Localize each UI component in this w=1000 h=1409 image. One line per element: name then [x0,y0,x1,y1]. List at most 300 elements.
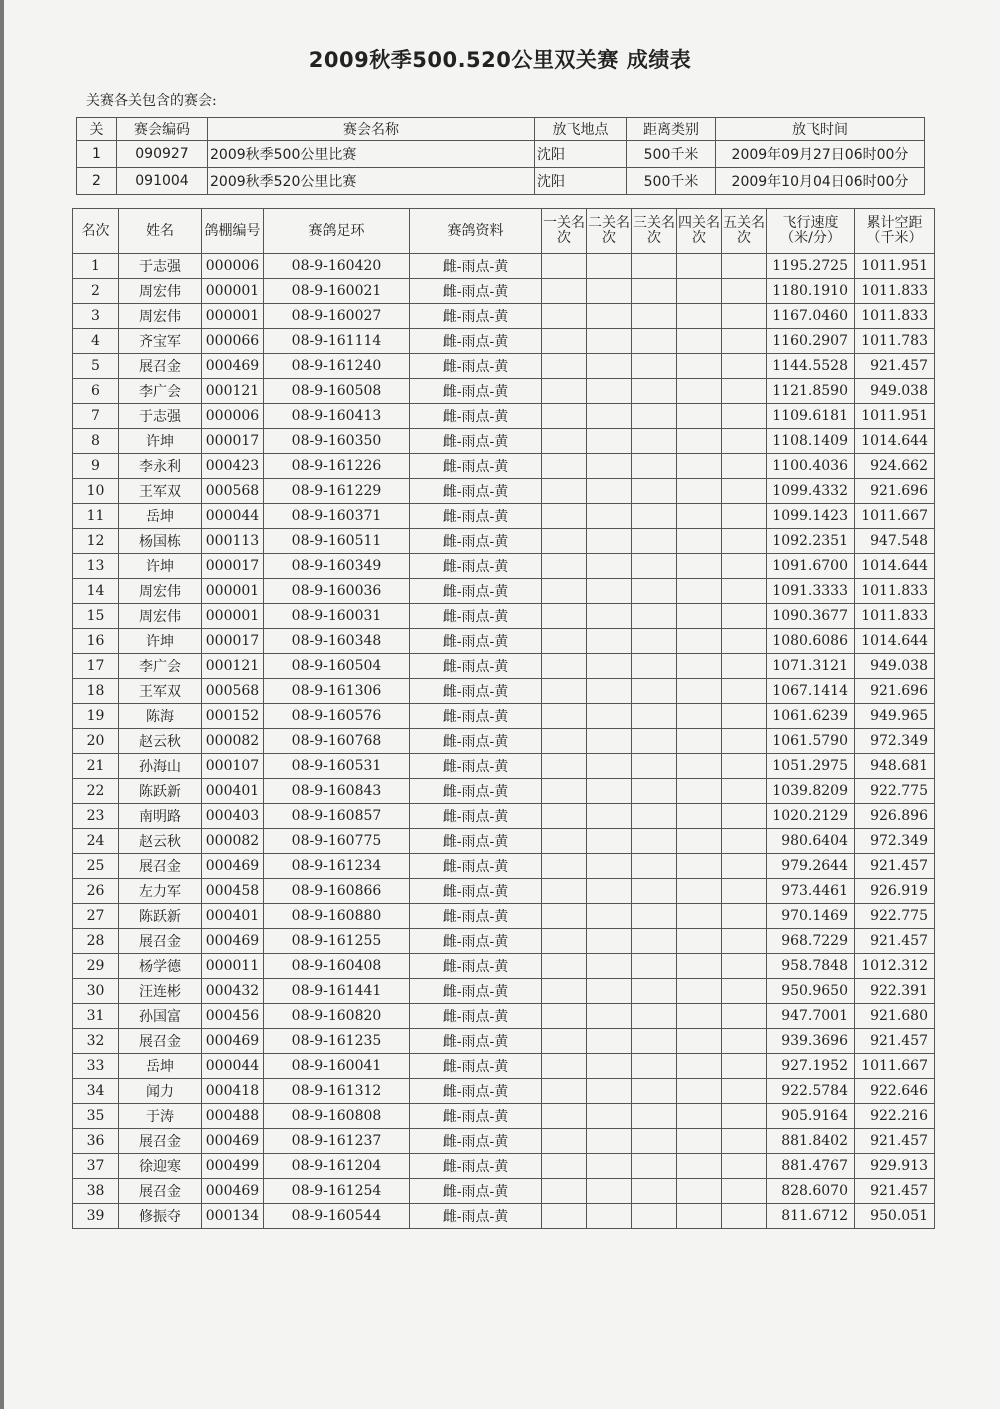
loft-id-cell: 000121 [202,654,264,679]
name-cell: 许坤 [119,429,202,454]
race-cell: 1 [77,141,117,168]
race-cell: 2 [77,168,117,195]
table-row [73,1029,935,1054]
distance-cell: 926.896 [855,804,935,829]
stage3-rank-cell [632,604,677,629]
loft-id-cell: 000488 [202,1104,264,1129]
name-cell: 齐宝军 [119,329,202,354]
stage4-rank-cell [677,579,722,604]
name-cell: 王军双 [119,679,202,704]
race-cell: 090927 [117,141,208,168]
table-row [73,954,935,979]
name-cell: 左力军 [119,879,202,904]
ring-cell: 08-9-160511 [264,529,410,554]
stage5-rank-cell [722,929,767,954]
stage2-rank-cell [587,329,632,354]
loft-id-cell: 000006 [202,254,264,279]
distance-cell: 921.696 [855,679,935,704]
stage3-rank-cell [632,929,677,954]
ring-cell: 08-9-160866 [264,879,410,904]
table-row [73,679,935,704]
stage3-rank-cell [632,729,677,754]
stage5-rank-cell [722,629,767,654]
rank-cell: 13 [73,554,119,579]
loft-id-cell: 000134 [202,1204,264,1229]
pigeon-info-cell: 雌-雨点-黄 [410,1204,542,1229]
stage3-rank-cell [632,1179,677,1204]
ring-cell: 08-9-160413 [264,404,410,429]
pigeon-info-cell: 雌-雨点-黄 [410,379,542,404]
stage4-rank-cell [677,479,722,504]
name-cell: 周宏伟 [119,579,202,604]
pigeon-info-cell: 雌-雨点-黄 [410,929,542,954]
rank-cell: 26 [73,879,119,904]
stage2-rank-cell [587,529,632,554]
distance-cell: 922.775 [855,779,935,804]
stage4-rank-cell [677,254,722,279]
pigeon-info-cell: 雌-雨点-黄 [410,679,542,704]
ring-cell: 08-9-161306 [264,679,410,704]
results-header-cell: 累计空距（千米） [855,209,935,254]
rank-cell: 39 [73,1204,119,1229]
name-cell: 周宏伟 [119,604,202,629]
stage1-rank-cell [542,879,587,904]
stage4-rank-cell [677,379,722,404]
loft-id-cell: 000401 [202,904,264,929]
stage2-rank-cell [587,279,632,304]
race-cell: 2009秋季520公里比赛 [208,168,535,195]
stage5-rank-cell [722,479,767,504]
rank-cell: 32 [73,1029,119,1054]
stage3-rank-cell [632,1204,677,1229]
distance-cell: 921.457 [855,1129,935,1154]
speed-cell: 958.7848 [767,954,855,979]
stage1-rank-cell [542,1054,587,1079]
table-row [73,1154,935,1179]
pigeon-info-cell: 雌-雨点-黄 [410,629,542,654]
ring-cell: 08-9-160843 [264,779,410,804]
stage4-rank-cell [677,954,722,979]
page-title: 2009秋季500.520公里双关赛 成绩表 [308,48,692,72]
distance-cell: 921.457 [855,854,935,879]
distance-cell: 922.775 [855,904,935,929]
rank-cell: 2 [73,279,119,304]
race-info-table [76,117,925,195]
name-cell: 许坤 [119,554,202,579]
stage1-rank-cell [542,354,587,379]
ring-cell: 08-9-160808 [264,1104,410,1129]
stage3-rank-cell [632,1054,677,1079]
rank-cell: 23 [73,804,119,829]
table-row [73,1204,935,1229]
loft-id-cell: 000469 [202,854,264,879]
speed-cell: 1100.4036 [767,454,855,479]
pigeon-info-cell: 雌-雨点-黄 [410,904,542,929]
loft-id-cell: 000082 [202,729,264,754]
stage5-rank-cell [722,354,767,379]
pigeon-info-cell: 雌-雨点-黄 [410,579,542,604]
name-cell: 展召金 [119,854,202,879]
speed-cell: 947.7001 [767,1004,855,1029]
rank-cell: 19 [73,704,119,729]
name-cell: 徐迎寒 [119,1154,202,1179]
pigeon-info-cell: 雌-雨点-黄 [410,304,542,329]
stage5-rank-cell [722,1129,767,1154]
table-row [73,579,935,604]
pigeon-info-cell: 雌-雨点-黄 [410,1179,542,1204]
stage4-rank-cell [677,529,722,554]
speed-cell: 1108.1409 [767,429,855,454]
stage5-rank-cell [722,779,767,804]
distance-cell: 1011.833 [855,304,935,329]
stage5-rank-cell [722,579,767,604]
loft-id-cell: 000082 [202,829,264,854]
race-list-caption: 关赛各关包含的赛会: [86,93,217,109]
stage4-rank-cell [677,754,722,779]
name-cell: 汪连彬 [119,979,202,1004]
speed-cell: 828.6070 [767,1179,855,1204]
table-row [73,1004,935,1029]
stage4-rank-cell [677,1129,722,1154]
name-cell: 许坤 [119,629,202,654]
stage2-rank-cell [587,829,632,854]
speed-cell: 1091.6700 [767,554,855,579]
race-cell: 500千米 [627,168,716,195]
stage1-rank-cell [542,329,587,354]
rank-cell: 1 [73,254,119,279]
speed-cell: 811.6712 [767,1204,855,1229]
distance-cell: 1011.783 [855,329,935,354]
table-row [73,1129,935,1154]
stage2-rank-cell [587,1054,632,1079]
speed-cell: 1121.8590 [767,379,855,404]
stage3-rank-cell [632,1104,677,1129]
stage5-rank-cell [722,804,767,829]
loft-id-cell: 000107 [202,754,264,779]
table-row [73,279,935,304]
stage5-rank-cell [722,1029,767,1054]
distance-cell: 972.349 [855,829,935,854]
results-header-cell: 赛鸽资料 [410,209,542,254]
stage5-rank-cell [722,704,767,729]
pigeon-info-cell: 雌-雨点-黄 [410,1004,542,1029]
stage5-rank-cell [722,754,767,779]
rank-cell: 6 [73,379,119,404]
stage1-rank-cell [542,779,587,804]
pigeon-info-cell: 雌-雨点-黄 [410,479,542,504]
stage3-rank-cell [632,579,677,604]
rank-cell: 7 [73,404,119,429]
loft-id-cell: 000456 [202,1004,264,1029]
stage1-rank-cell [542,1029,587,1054]
table-row [73,379,935,404]
loft-id-cell: 000432 [202,979,264,1004]
distance-cell: 950.051 [855,1204,935,1229]
loft-id-cell: 000458 [202,879,264,904]
name-cell: 周宏伟 [119,304,202,329]
pigeon-info-cell: 雌-雨点-黄 [410,254,542,279]
ring-cell: 08-9-160768 [264,729,410,754]
stage2-rank-cell [587,804,632,829]
pigeon-info-cell: 雌-雨点-黄 [410,404,542,429]
stage1-rank-cell [542,529,587,554]
speed-cell: 1109.6181 [767,404,855,429]
ring-cell: 08-9-160508 [264,379,410,404]
speed-cell: 970.1469 [767,904,855,929]
distance-cell: 1011.833 [855,279,935,304]
pigeon-info-cell: 雌-雨点-黄 [410,804,542,829]
name-cell: 展召金 [119,1029,202,1054]
stage3-rank-cell [632,954,677,979]
pigeon-info-cell: 雌-雨点-黄 [410,354,542,379]
distance-cell: 921.457 [855,354,935,379]
name-cell: 陈跃新 [119,904,202,929]
rank-cell: 22 [73,779,119,804]
stage4-rank-cell [677,629,722,654]
pigeon-info-cell: 雌-雨点-黄 [410,1154,542,1179]
rank-cell: 21 [73,754,119,779]
ring-cell: 08-9-161234 [264,854,410,879]
stage2-rank-cell [587,554,632,579]
stage5-rank-cell [722,1004,767,1029]
stage5-rank-cell [722,954,767,979]
loft-id-cell: 000469 [202,354,264,379]
loft-id-cell: 000017 [202,629,264,654]
table-row [73,329,935,354]
stage3-rank-cell [632,1154,677,1179]
stage3-rank-cell [632,254,677,279]
stage2-rank-cell [587,929,632,954]
speed-cell: 979.2644 [767,854,855,879]
stage2-rank-cell [587,704,632,729]
stage3-rank-cell [632,329,677,354]
table-row [73,354,935,379]
rank-cell: 16 [73,629,119,654]
rank-cell: 25 [73,854,119,879]
ring-cell: 08-9-161229 [264,479,410,504]
speed-cell: 1091.3333 [767,579,855,604]
pigeon-info-cell: 雌-雨点-黄 [410,829,542,854]
stage5-rank-cell [722,379,767,404]
table-row [73,1054,935,1079]
rank-cell: 14 [73,579,119,604]
name-cell: 王军双 [119,479,202,504]
name-cell: 展召金 [119,1129,202,1154]
speed-cell: 1061.6239 [767,704,855,729]
pigeon-info-cell: 雌-雨点-黄 [410,554,542,579]
loft-id-cell: 000001 [202,304,264,329]
name-cell: 展召金 [119,354,202,379]
race-cell: 500千米 [627,141,716,168]
name-cell: 赵云秋 [119,729,202,754]
stage3-rank-cell [632,1129,677,1154]
speed-cell: 950.9650 [767,979,855,1004]
name-cell: 赵云秋 [119,829,202,854]
stage3-rank-cell [632,879,677,904]
stage1-rank-cell [542,729,587,754]
pigeon-info-cell: 雌-雨点-黄 [410,854,542,879]
pigeon-info-cell: 雌-雨点-黄 [410,654,542,679]
table-row [73,1079,935,1104]
loft-id-cell: 000403 [202,804,264,829]
loft-id-cell: 000001 [202,604,264,629]
speed-cell: 881.4767 [767,1154,855,1179]
rank-cell: 31 [73,1004,119,1029]
name-cell: 杨国栋 [119,529,202,554]
pigeon-info-cell: 雌-雨点-黄 [410,704,542,729]
race-cell: 091004 [117,168,208,195]
stage2-rank-cell [587,1104,632,1129]
stage5-rank-cell [722,1054,767,1079]
speed-cell: 1071.3121 [767,654,855,679]
stage3-rank-cell [632,754,677,779]
stage5-rank-cell [722,829,767,854]
ring-cell: 08-9-161240 [264,354,410,379]
ring-cell: 08-9-160576 [264,704,410,729]
loft-id-cell: 000568 [202,479,264,504]
loft-id-cell: 000469 [202,1029,264,1054]
speed-cell: 1051.2975 [767,754,855,779]
name-cell: 杨学德 [119,954,202,979]
ring-cell: 08-9-161255 [264,929,410,954]
stage2-rank-cell [587,1129,632,1154]
results-header-row [73,209,935,254]
name-cell: 于志强 [119,404,202,429]
stage4-rank-cell [677,654,722,679]
stage3-rank-cell [632,1004,677,1029]
distance-cell: 1011.951 [855,404,935,429]
table-row [73,804,935,829]
rank-cell: 3 [73,304,119,329]
stage1-rank-cell [542,254,587,279]
stage4-rank-cell [677,1104,722,1129]
ring-cell: 08-9-161237 [264,1129,410,1154]
distance-cell: 1011.833 [855,579,935,604]
ring-cell: 08-9-160420 [264,254,410,279]
distance-cell: 1011.667 [855,1054,935,1079]
speed-cell: 939.3696 [767,1029,855,1054]
stage2-rank-cell [587,1004,632,1029]
speed-cell: 1167.0460 [767,304,855,329]
name-cell: 李广会 [119,654,202,679]
stage1-rank-cell [542,754,587,779]
distance-cell: 926.919 [855,879,935,904]
stage1-rank-cell [542,854,587,879]
stage3-rank-cell [632,704,677,729]
race-header-cell: 放飞时间 [716,118,925,141]
ring-cell: 08-9-160880 [264,904,410,929]
stage2-rank-cell [587,379,632,404]
rank-cell: 18 [73,679,119,704]
stage1-rank-cell [542,904,587,929]
rank-cell: 29 [73,954,119,979]
stage2-rank-cell [587,404,632,429]
stage4-rank-cell [677,329,722,354]
table-row [73,904,935,929]
distance-cell: 949.038 [855,379,935,404]
ring-cell: 08-9-161235 [264,1029,410,1054]
stage5-rank-cell [722,879,767,904]
table-row [73,429,935,454]
stage1-rank-cell [542,1179,587,1204]
loft-id-cell: 000469 [202,1129,264,1154]
name-cell: 孙国富 [119,1004,202,1029]
stage5-rank-cell [722,979,767,1004]
stage1-rank-cell [542,979,587,1004]
stage4-rank-cell [677,704,722,729]
stage2-rank-cell [587,854,632,879]
loft-id-cell: 000113 [202,529,264,554]
loft-id-cell: 000469 [202,1179,264,1204]
stage2-rank-cell [587,729,632,754]
ring-cell: 08-9-160350 [264,429,410,454]
stage4-rank-cell [677,504,722,529]
name-cell: 岳坤 [119,1054,202,1079]
name-cell: 展召金 [119,1179,202,1204]
stage3-rank-cell [632,429,677,454]
name-cell: 岳坤 [119,504,202,529]
loft-id-cell: 000401 [202,779,264,804]
name-cell: 陈跃新 [119,779,202,804]
results-header-cell: 飞行速度（米/分） [767,209,855,254]
speed-cell: 881.8402 [767,1129,855,1154]
stage5-rank-cell [722,1154,767,1179]
ring-cell: 08-9-161114 [264,329,410,354]
ring-cell: 08-9-160531 [264,754,410,779]
rank-cell: 37 [73,1154,119,1179]
speed-cell: 968.7229 [767,929,855,954]
stage2-rank-cell [587,579,632,604]
distance-cell: 921.457 [855,1029,935,1054]
ring-cell: 08-9-161312 [264,1079,410,1104]
distance-cell: 948.681 [855,754,935,779]
stage4-rank-cell [677,1179,722,1204]
name-cell: 于志强 [119,254,202,279]
rank-cell: 17 [73,654,119,679]
stage1-rank-cell [542,654,587,679]
stage5-rank-cell [722,329,767,354]
distance-cell: 922.391 [855,979,935,1004]
stage3-rank-cell [632,379,677,404]
stage2-rank-cell [587,254,632,279]
speed-cell: 980.6404 [767,829,855,854]
speed-cell: 1039.8209 [767,779,855,804]
stage1-rank-cell [542,1129,587,1154]
loft-id-cell: 000006 [202,404,264,429]
ring-cell: 08-9-160349 [264,554,410,579]
pigeon-info-cell: 雌-雨点-黄 [410,754,542,779]
rank-cell: 36 [73,1129,119,1154]
loft-id-cell: 000017 [202,554,264,579]
table-row [73,504,935,529]
loft-id-cell: 000044 [202,504,264,529]
pigeon-info-cell: 雌-雨点-黄 [410,1054,542,1079]
ring-cell: 08-9-161204 [264,1154,410,1179]
stage4-rank-cell [677,1154,722,1179]
race-header-row [77,118,925,141]
stage4-rank-cell [677,1004,722,1029]
distance-cell: 921.696 [855,479,935,504]
stage3-rank-cell [632,529,677,554]
stage3-rank-cell [632,979,677,1004]
stage2-rank-cell [587,354,632,379]
ring-cell: 08-9-161254 [264,1179,410,1204]
pigeon-info-cell: 雌-雨点-黄 [410,1029,542,1054]
rank-cell: 4 [73,329,119,354]
stage3-rank-cell [632,404,677,429]
rank-cell: 27 [73,904,119,929]
stage1-rank-cell [542,1204,587,1229]
